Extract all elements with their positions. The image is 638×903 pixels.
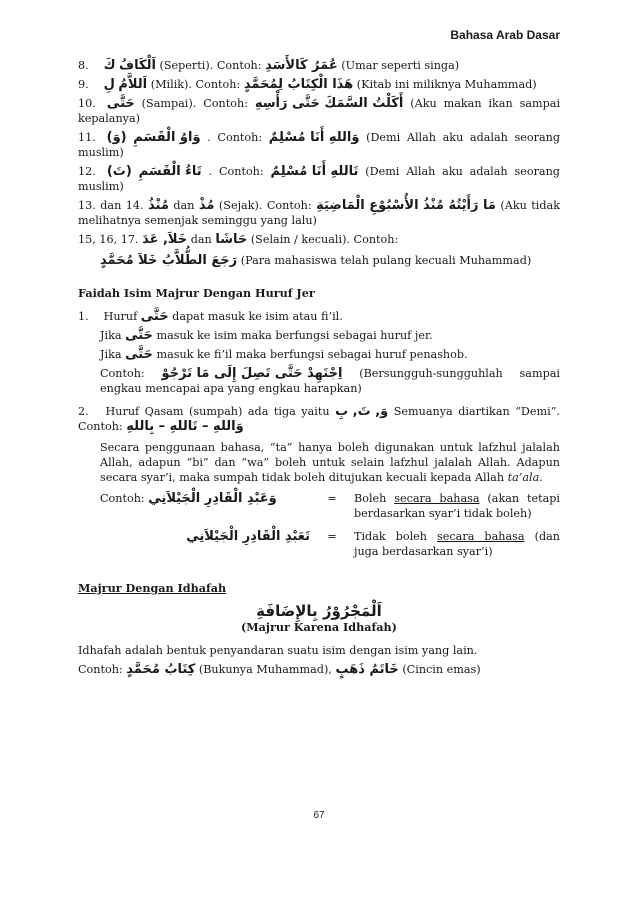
item-text: (Sampai). Contoh: xyxy=(141,97,248,110)
paragraph-text: Jika xyxy=(100,329,122,342)
equals-sign: = xyxy=(327,492,337,505)
paragraph-text: (Bukunya Muhammad), xyxy=(198,663,332,676)
item-translation: (Aku makan ikan sampai kepalanya) xyxy=(78,97,561,125)
page-body xyxy=(78,58,560,681)
item-number: 15, 16, 17. xyxy=(78,233,139,246)
item-translation: (Umar seperti singa) xyxy=(341,59,460,72)
underlined-text: secara bahasa xyxy=(394,492,480,505)
running-header: Bahasa Arab Dasar xyxy=(450,28,560,42)
paragraph-italic: ta’ala xyxy=(507,471,540,484)
arabic-example: وَاللهِ – تَاللهِ – بِاللهِ xyxy=(126,419,244,434)
paragraph-text: Huruf Qasam (sumpah) ada tiga yaitu xyxy=(105,405,330,418)
section-heading: Majrur Dengan Idhafah xyxy=(78,581,227,595)
arabic-example: رَجَعَ الطُّلاَّبُ خَلاَ مُحَمَّدٍ xyxy=(100,253,238,268)
paragraph xyxy=(78,662,560,677)
underlined-text: secara bahasa xyxy=(437,530,525,543)
page-number: 67 xyxy=(313,810,325,821)
arabic-term: حَتَّى xyxy=(140,309,169,324)
arabic-term: حَاشَا xyxy=(215,232,248,247)
item-translation: (Demi Allah aku adalah seorang muslim) xyxy=(78,165,560,193)
item-number: 13. dan 14. xyxy=(78,199,144,212)
arabic-term: تَاءُ الْقَسَمِ xyxy=(138,164,202,179)
arabic-term: اَلْكَافُ xyxy=(119,58,156,73)
paragraph-text: (Bersungguh-sungguhlah sampai engkau mencapai apa yang engkau harapkan) xyxy=(100,367,560,395)
list-item xyxy=(78,58,560,73)
arabic-letter: (وَ) xyxy=(106,130,127,145)
list-item xyxy=(78,198,560,228)
example-row xyxy=(78,529,560,559)
paragraph-text: dapat masuk ke isim atau fi’il. xyxy=(172,310,343,323)
item-translation: (Demi Allah aku adalah seorang muslim) xyxy=(78,131,561,159)
arabic-example: أَكَلْتُ السَّمَكَ حَتَّى رَأْسِهِ xyxy=(254,96,404,111)
arabic-example: تَاللهِ أَنَا مُسْلِمٌ xyxy=(270,164,359,179)
arabic-example: اِجْتَهِدْ حَتَّى تَصِلَ إِلَى مَا تَرْجُوْ xyxy=(161,366,343,381)
item-number: 8. xyxy=(78,59,89,72)
arabic-example: تَعَبْدِ الْقَادِرِ الْجَيْلاَنِي xyxy=(186,529,310,544)
paragraph-text: masuk ke fi’il maka berfungsi sebagai huruf penashob. xyxy=(156,348,468,361)
paragraph-text: Contoh: xyxy=(100,492,145,505)
item-text: (Selain / kecuali). Contoh: xyxy=(250,233,399,246)
item-number: 10. xyxy=(78,97,96,110)
arabic-example: هَذَا الْكِتَابُ لِمُحَمَّدٍ xyxy=(243,77,354,92)
list-item xyxy=(78,232,560,268)
item-number: 1. xyxy=(78,310,89,323)
arabic-term: مُنْذُ xyxy=(148,198,169,213)
arabic-term: حَتَّى xyxy=(125,347,153,362)
arabic-term: اَللاَّمُ xyxy=(118,77,148,92)
paragraph: Idhafah adalah bentuk penyandaran suatu isim dengan isim yang lain. xyxy=(78,644,478,657)
paragraph xyxy=(78,440,560,485)
list-item xyxy=(78,164,560,194)
list-item xyxy=(78,77,560,92)
arabic-title: اَلْمَجْرُوْرُ بِالإِضَافَةِ xyxy=(256,602,382,620)
arabic-heading xyxy=(78,604,560,620)
paragraph-text: (akan tetapi berdasarkan syar’i tidak boleh) xyxy=(354,492,560,520)
arabic-term: حَتَّى xyxy=(106,96,135,111)
arabic-example: وَعَبْدِ الْقَادِرِ الْجَيْلاَنِي xyxy=(148,491,277,506)
item-translation: (Kitab ini miliknya Muhammad) xyxy=(356,78,537,91)
arabic-letter: كَ xyxy=(103,58,116,73)
item-number: 12. xyxy=(78,165,96,178)
arabic-example: خَاتَمُ ذَهَبٍ xyxy=(335,662,399,677)
list-item xyxy=(78,96,560,126)
paragraph-text: (Cincin emas) xyxy=(402,663,481,676)
item-text: (Milik). Contoh: xyxy=(150,78,241,91)
item-text: (Sejak). Contoh: xyxy=(218,199,312,212)
paragraph xyxy=(78,366,560,396)
paragraph-text: . xyxy=(539,471,543,484)
example-row xyxy=(78,491,560,521)
arabic-term: خَلاَ, عَدَ xyxy=(142,232,188,247)
item-number: 2. xyxy=(78,405,89,418)
item-translation: (Aku tidak melihatnya semenjak seminggu yang lalu) xyxy=(78,199,560,227)
paragraph-text: Contoh: xyxy=(78,663,123,676)
item-text: . Contoh: xyxy=(208,165,264,178)
paragraph-text: Secara penggunaan bahasa, “ta” hanya boleh digunakan untuk lafzhul jalalah Allah, adapun “bi” dan “wa” boleh untuk selain lafzhul jalalah Allah. Adapun secara syar’i, maka sumpah tidak boleh ditujukan kecuali kepada Allah xyxy=(100,441,560,484)
arabic-term: حَتَّى xyxy=(125,328,153,343)
arabic-letter: وَ, تَ, بِ xyxy=(335,404,389,419)
arabic-example: مَا رَأَيْتُهُ مُنْذُ الأُسْبُوْعِ الْمَاضِيَةِ xyxy=(316,198,496,213)
paragraph xyxy=(78,328,560,343)
equals-sign: = xyxy=(327,530,337,543)
paragraph-text: Semuanya diartikan “Demi”. Contoh: xyxy=(78,405,560,433)
arabic-letter: (تَ) xyxy=(106,164,132,179)
arabic-example: كِتَابُ مُحَمَّدٍ xyxy=(126,662,196,677)
item-number: 9. xyxy=(78,78,89,91)
list-item xyxy=(78,404,560,434)
arabic-example: عُمَرُ كَالأَسَدِ xyxy=(265,58,338,73)
paragraph-text: Tidak boleh xyxy=(354,530,427,543)
arabic-example: وَاللهِ أَنَا مُسْلِمٌ xyxy=(268,130,360,145)
paragraph-text: Contoh: xyxy=(100,367,145,380)
arabic-term: مُذْ xyxy=(198,198,215,213)
paragraph-text: masuk ke isim maka berfungsi sebagai huruf jer. xyxy=(156,329,433,342)
arabic-term: وَاوُ الْقَسَمِ xyxy=(133,130,201,145)
item-conjunction: dan xyxy=(173,199,195,212)
list-item xyxy=(78,130,560,160)
arabic-letter: لِ xyxy=(103,77,115,92)
item-number: 11. xyxy=(78,131,96,144)
section-heading: Faidah Isim Majrur Dengan Huruf Jer xyxy=(78,286,315,300)
item-conjunction: dan xyxy=(190,233,212,246)
section-subtitle: (Majrur Karena Idhafah) xyxy=(241,620,397,634)
list-item xyxy=(78,309,560,324)
paragraph xyxy=(78,347,560,362)
paragraph-text: (dan juga berdasarkan syar’i) xyxy=(354,530,560,558)
item-translation: (Para mahasiswa telah pulang kecuali Muhammad) xyxy=(240,254,532,267)
item-text: (Seperti). Contoh: xyxy=(159,59,262,72)
item-text: . Contoh: xyxy=(207,131,263,144)
paragraph-text: Boleh xyxy=(354,492,387,505)
paragraph-text: Jika xyxy=(100,348,122,361)
paragraph-text: Huruf xyxy=(103,310,138,323)
